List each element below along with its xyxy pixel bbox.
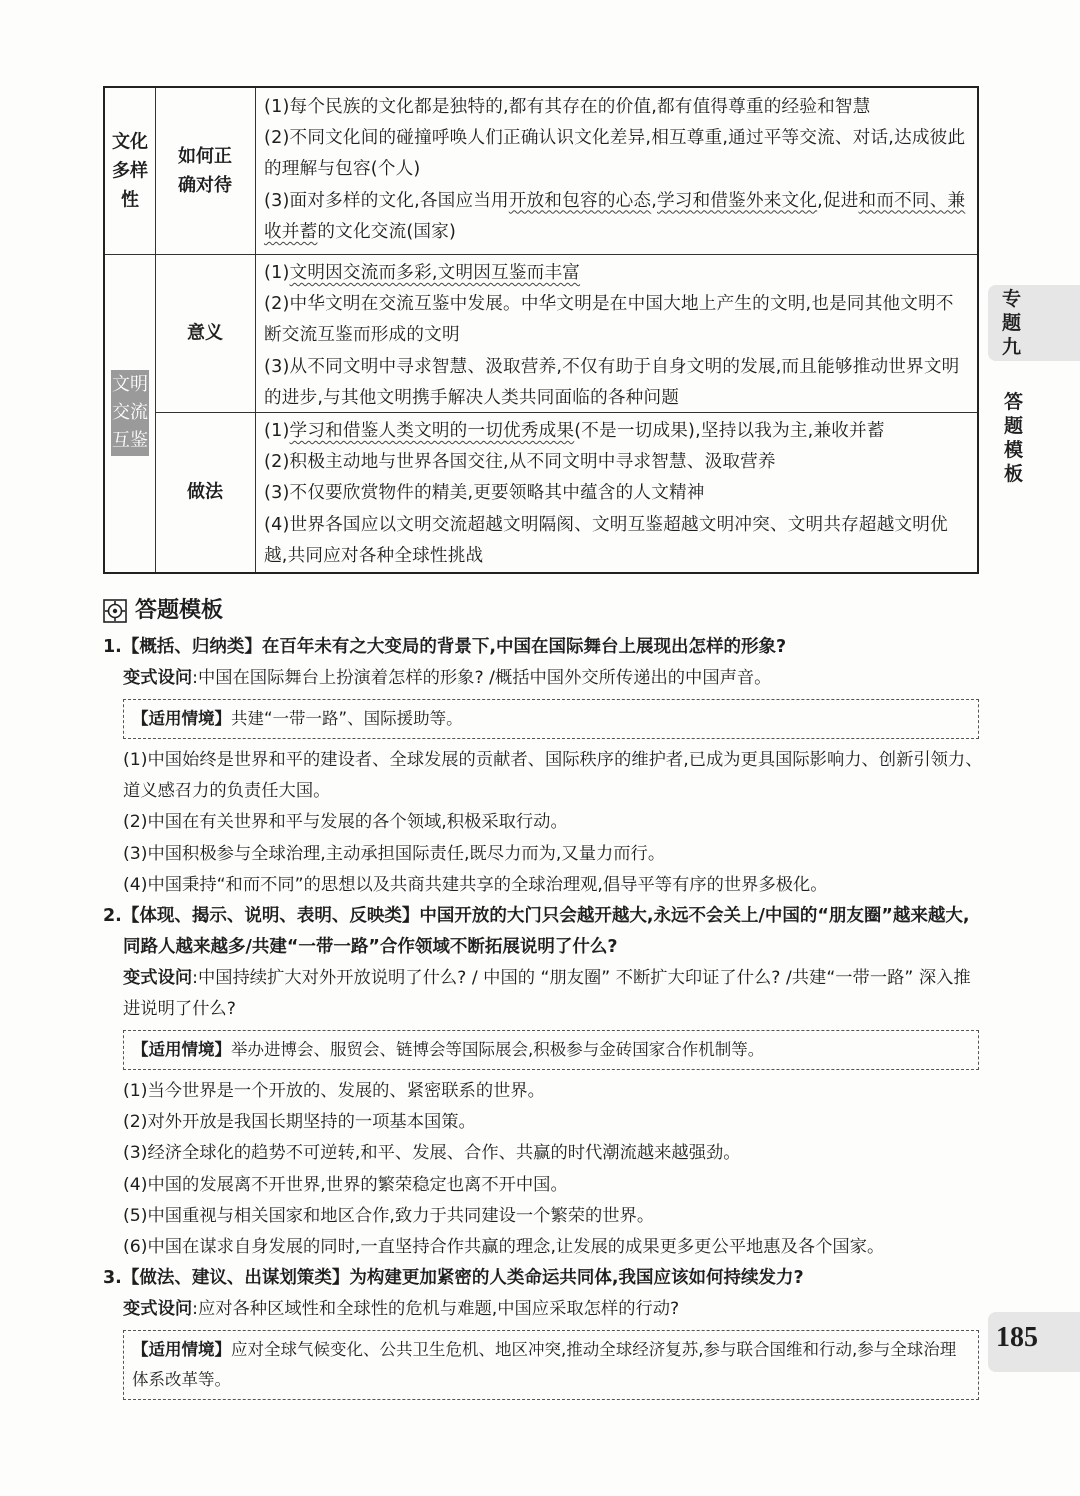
item-list (264, 416, 969, 572)
list-item: (3)不仅要欣赏物件的精美,更要领略其中蕴含的人文精神 (264, 483, 705, 504)
list-item: (1)学习和借鉴人类文明的一切优秀成果(不是一切成果),坚持以我为主,兼收并蓄 (264, 421, 885, 441)
question-1: 1.【概括、归纳类】在百年未有之大变局的背景下,中国在国际舞台上展现出怎样的形象? (103, 637, 787, 657)
knowledge-table (103, 86, 979, 574)
category-culture-diversity: 文化 多样 性 (112, 131, 148, 211)
scenario-box-3: 【适用情境】应对全球气候变化、公共卫生危机、地区冲突,推动全球经济复苏,参与联合国维和行动,参与全球治理体系改革等。 (123, 1330, 979, 1400)
section-tab-label: 答题模板 (1004, 391, 1024, 485)
variant-1: 变式设问:中国在国际舞台上扮演着怎样的形象? /概括中国外交所传递出的中国声音。 (123, 668, 772, 688)
table-row-culture-diversity (105, 88, 977, 255)
item-list (264, 92, 969, 248)
scenario-box-2: 【适用情境】举办进博会、服贸会、链博会等国际展会,积极参与金砖国家合作机制等。 (123, 1030, 979, 1070)
sub-label-practice: 做法 (187, 481, 223, 503)
table-row-civilization-exchange (105, 254, 977, 572)
variant-3: 变式设问:应对各种区域性和全球性的危机与难题,中国应采取怎样的行动? (123, 1299, 680, 1320)
answer-item: (5)中国重视与相关国家和地区合作,致力于共同建设一个繁荣的世界。 (123, 1205, 655, 1226)
item-list (264, 258, 969, 414)
list-item: (3)从不同文明中寻求智慧、汲取营养,不仅有助于自身文明的发展,而且能够推动世界文明的进步,与其他文明携手解决人类共同面临的各种问题 (264, 356, 960, 408)
page-number: 185 (996, 1322, 1038, 1353)
section-title: 答题模板 (135, 598, 224, 623)
list-item: (2)不同文化间的碰撞呼唤人们正确认识文化差异,相互尊重,通过平等交流、对话,达成彼此的理解与包容(个人) (264, 128, 966, 180)
chapter-tab: 专题九 (988, 285, 1080, 361)
answer-item: (3)中国积极参与全球治理,主动承担国际责任,既尽力而为,又量力而行。 (123, 843, 666, 864)
category-civilization-exchange: 文明 交流 互鉴 (111, 370, 149, 456)
question-3: 3.【做法、建议、出谋划策类】为构建更加紧密的人类命运共同体,我国应该如何持续发力? (103, 1268, 804, 1289)
answer-item: (4)中国秉持“和而不同”的思想以及共商共建共享的全球治理观,倡导平等有序的世界多极化。 (123, 874, 828, 895)
target-icon (103, 599, 127, 623)
answer-item: (3)经济全球化的趋势不可逆转,和平、发展、合作、共赢的时代潮流越来越强劲。 (123, 1143, 741, 1164)
list-item: (3)面对多样的文化,各国应当用开放和包容的心态,学习和借鉴外来文化,促进和而不同、兼收并蓄的文化交流(国家) (264, 190, 966, 242)
answer-item: (6)中国在谋求自身发展的同时,一直坚持合作共赢的理念,让发展的成果更多更公平地惠及各个国家。 (123, 1237, 885, 1258)
list-item: (2)积极主动地与世界各国交往,从不同文明中寻求智慧、汲取营养 (264, 452, 776, 473)
answer-item: (2)中国在有关世界和平与发展的各个领域,积极采取行动。 (123, 812, 568, 833)
answer-item: (1)当今世界是一个开放的、发展的、紧密联系的世界。 (123, 1081, 545, 1102)
sub-label-how-to-treat: 如何正 确对待 (178, 146, 232, 196)
scenario-box-1: 【适用情境】共建“一带一路”、国际援助等。 (123, 699, 979, 739)
list-item: (4)世界各国应以文明交流超越文明隔阂、文明互鉴超越文明冲突、文明共存超越文明优越,共同应对各种全球性挑战 (264, 514, 948, 566)
page-number-tab (988, 1312, 1080, 1372)
answer-item: (4)中国的发展离不开世界,世界的繁荣稳定也离不开中国。 (123, 1174, 568, 1195)
answer-item: (2)对外开放是我国长期坚持的一项基本国策。 (123, 1112, 476, 1133)
list-item: (1)文明因交流而多彩,文明因互鉴而丰富 (264, 263, 581, 283)
question-2: 2.【体现、揭示、说明、表明、反映类】中国开放的大门只会越开越大,永远不会关上/中国的“朋友圈”越来越大,同路人越来越多/共建“一带一路”合作领域不断拓展说明了什么? (103, 906, 970, 958)
list-item: (2)中华文明在交流互鉴中发展。中华文明是在中国大地上产生的文明,也是同其他文明不断交流互鉴而形成的文明 (264, 294, 954, 346)
list-item: (1)每个民族的文化都是独特的,都有其存在的价值,都有值得尊重的经验和智慧 (264, 97, 871, 117)
answer-item: (1)中国始终是世界和平的建设者、全球发展的贡献者、国际秩序的维护者,已成为更具国际影响力、创新引领力、道义感召力的负责任大国。 (123, 750, 983, 802)
question-list (103, 632, 983, 1406)
variant-2: 变式设问:中国持续扩大对外开放说明了什么? / 中国的 “朋友圈” 不断扩大印证了什么? /共建“一带一路” 深入推进说明了什么? (123, 968, 971, 1020)
sub-label-meaning: 意义 (187, 322, 223, 344)
